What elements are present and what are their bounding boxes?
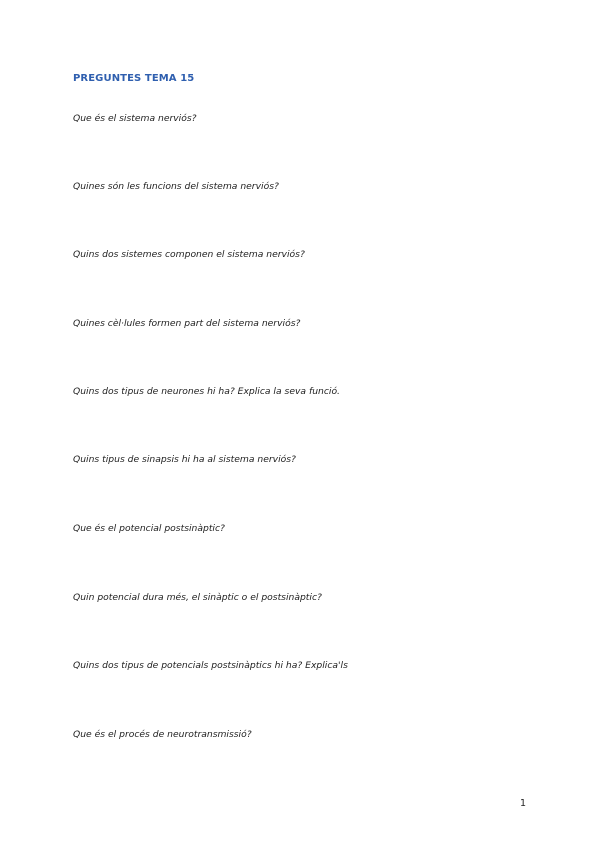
question-2: Quines són les funcions del sistema nerviós? xyxy=(73,181,279,192)
question-8: Quin potencial dura més, el sinàptic o el postsinàptic? xyxy=(73,592,322,603)
page-number: 1 xyxy=(520,798,527,809)
question-4: Quines cèl·lules formen part del sistema nerviós? xyxy=(73,318,301,329)
question-1: Que és el sistema nerviós? xyxy=(73,113,197,124)
question-5: Quins dos tipus de neurones hi ha? Explica la seva funció. xyxy=(73,386,340,397)
question-6: Quins tipus de sinapsis hi ha al sistema nerviós? xyxy=(73,454,296,465)
question-7: Que és el potencial postsinàptic? xyxy=(73,523,225,534)
document-title: PREGUNTES TEMA 15 xyxy=(73,73,195,84)
question-3: Quins dos sistemes componen el sistema nerviós? xyxy=(73,249,305,260)
question-10: Que és el procés de neurotransmissió? xyxy=(73,729,252,740)
question-9: Quins dos tipus de potencials postsinàptics hi ha? Explica'ls xyxy=(73,660,348,671)
